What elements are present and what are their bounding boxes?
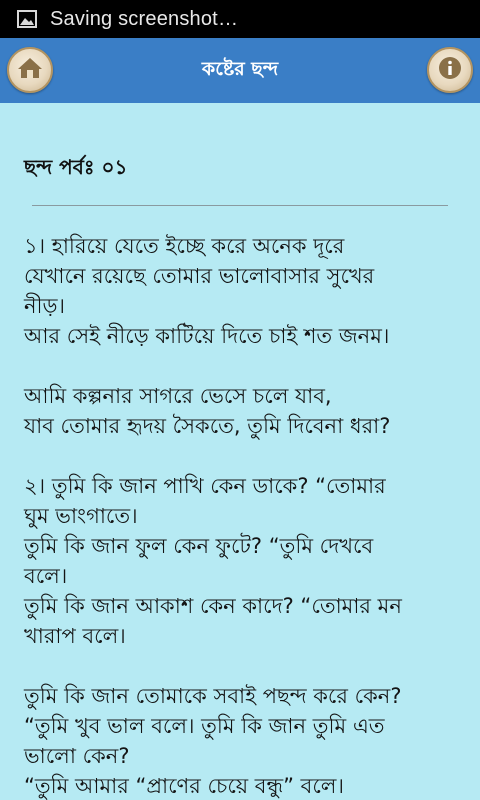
poem-line: ঘুম ভাংগাতে। [24, 504, 138, 528]
poem-line: খারাপ বলে। [24, 624, 126, 648]
stanza-gap [24, 651, 464, 681]
info-icon [437, 55, 463, 85]
poem-line: বলে। [24, 564, 68, 588]
poem-line: ভালো কেন? [24, 744, 130, 768]
poem-line: নীড়। [24, 294, 66, 318]
poem-line: আমি কল্পনার সাগরে ভেসে চলে যাব, [24, 384, 332, 408]
poem-line: যাব তোমার হৃদয় সৈকতে, তুমি দিবেনা ধরা? [24, 414, 391, 438]
stanza-gap [24, 441, 464, 471]
stanza-gap [24, 351, 464, 381]
poem-line: যেখানে রয়েছে তোমার ভালোবাসার সুখের [24, 264, 375, 288]
poem-line: “তুমি আমার “প্রাণের চেয়ে বন্ধু” বলে। [24, 774, 344, 798]
poem-line: “তুমি খুব ভাল বলে। তুমি কি জান তুমি এত [24, 714, 385, 738]
action-bar [0, 38, 480, 103]
poem-line: ২। তুমি কি জান পাখি কেন ডাকে? “তোমার [24, 474, 386, 498]
poem-line: তুমি কি জান তোমাকে সবাই পছন্দ করে কেন? [24, 684, 402, 708]
poem-line: ১। হারিয়ে যেতে ইচ্ছে করে অনেক দূরে [24, 234, 345, 258]
divider [32, 205, 448, 206]
poem-line: তুমি কি জান আকাশ কেন কাদে? “তোমার মন [24, 594, 402, 618]
status-bar [0, 0, 480, 38]
home-button[interactable] [7, 47, 53, 93]
status-notification-text: Saving screenshot… [50, 7, 239, 30]
info-button[interactable] [427, 47, 473, 93]
poem-text [24, 231, 464, 800]
content-area[interactable] [0, 103, 480, 800]
poem-line: তুমি কি জান ফুল কেন ফুটে? “তুমি দেখবে [24, 534, 374, 558]
poem-line: আর সেই নীড়ে কাটিয়ে দিতে চাই শত জনম। [24, 324, 390, 348]
page-title: কষ্টের ছন্দ [201, 57, 279, 80]
section-heading: ছন্দ পর্বঃ ০১ [24, 155, 128, 179]
home-icon [17, 56, 43, 84]
image-icon [16, 8, 38, 30]
